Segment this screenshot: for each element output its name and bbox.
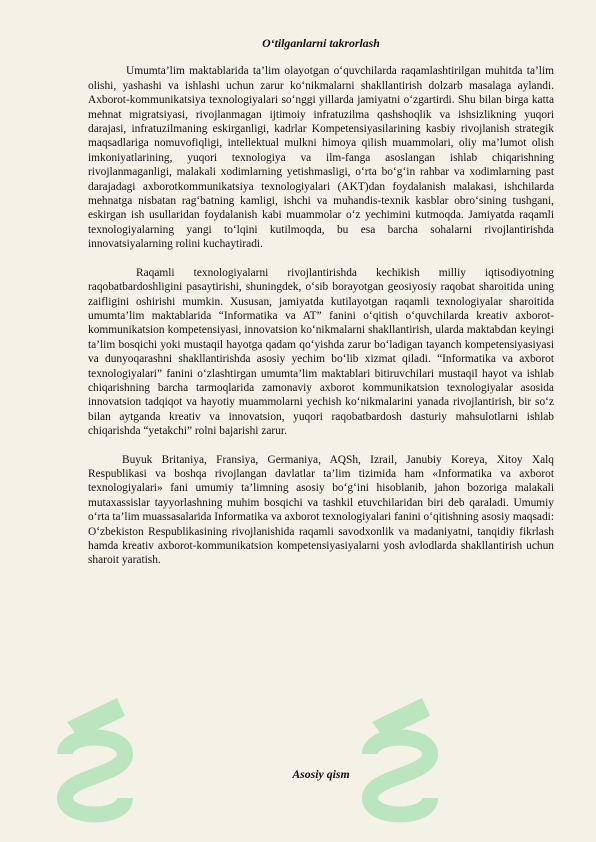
- section-heading: Asosiy qism: [292, 767, 350, 781]
- paragraph-2: Raqamli texnologiyalarni rivojlantirishda kechikish milliy iqtisodiyotning raqobatbardoshligini pasaytirishi, shuningdek, o‘sib borayotgan geosiyosiy raqobat sharoitida uning zaifligini oshirishi mumkin. Xususan, jamiyatda kutilayotgan raqamli texnologiyalar sharoitida umumta’lim maktablarida “Informatika va AT” fanini o‘qitish o‘quvchilarda kreativ axborot-kommunikatsion kompetensiyasi, innovatsion ko‘nikmalarni shakllantirish, ularda maktabdan keyingi ta’lim bosqichi yoki mustaqil hayotga qadam qo‘yishda zarur bo‘ladigan tayanch kompetensiyasiyasi va dunyoqarashni shakllantirishda asosiy yechim bo‘lib xizmat qiladi. “Informatika va axborot texnologiyalari” fanini o‘zlashtirgan umumta’lim maktablari bitiruvchilari mustaqil hayot va ishlab chiqarishning barcha tarmoqlarida zamonaviy axborot kommunikatsion texnologiyalar asosida innovatsion tadqiqot va hayotiy muammolarni yechish ko‘nikmalarini yanada rivojlantirish, bir so‘z bilan aytganda kreativ va innovatsion, yuqori raqobatbardosh dasturiy mahsulotlarni ishlab chiqarishda “yetakchi” rolni bajarishi zarur.: [88, 266, 554, 438]
- paragraph-3: Buyuk Britaniya, Fransiya, Germaniya, AQSh, Izrail, Janubiy Koreya, Xitoy Xalq Respublikasi va boshqa rivojlangan davlatlar ta’lim tizimida ham «Informatika va axborot texnologiyalari» fani umumiy ta’limning asosiy bo‘g‘ini hisoblanib, jahon bozoriga malakali mutaxassislar tayyorlashning muhim bosqichi va tashkil etuvchilaridan biri deb qaraladi. Umumiy o‘rta ta’lim muassasalarida Informatika va axborot texnologiyalari fanini o‘qitishning asosiy maqsadi: O‘zbekiston Respublikasining rivojlanishida raqamli savodxonlik va madaniyatni, tanqidiy fikrlash hamda kreativ axborot-kommunikatsion kompetensiyasiyalarni yosh avlodlarda shakllantirish uchun sharoit yaratish.: [88, 453, 554, 567]
- page-title: O‘tilganlarni takrorlash: [262, 36, 380, 50]
- document-body: [88, 36, 554, 568]
- paragraph-1: Umumta’lim maktablarida ta’lim olayotgan o‘quvchilarda raqamlashtirilgan muhitda ta’lim olishi, yashashi va ishlashi uchun zarur ko‘nikmalarni shakllantirish dolzarb masalaga aylandi. Axborot-kommunikatsiya texnologiyalari so‘nggi yillarda jamiyatni o‘zgartirdi. Shu bilan birga katta mehnat migratsiyasi, rivojlanmagan ijtimoiy infratuzilma qashshoqlik va ishsizlikning yuqori darajasi, infratuzilmaning eskirganligi, kadrlar Kompetensiyasilarining kasbiy rivojlanish strategik maqsadlariga nomuvofiqligi, intellektual mulkni himoya qilish muammolari, oliy ma’lumot olish imkoniyatlarining, yuqori texnologiya va ilm-fanga asoslangan ishlab chiqarishning rivojlanmaganligi, malakali xodimlarning yetishmasligi, o‘rta bo‘g‘in rahbar va xodimlarning past darajadagi axborotkommunikatsiya texnologiyalari (AKT)dan foydalanish malakasi, ishchilarda mehnatga nisbatan rag‘batning kamligi, ishchi va muhandis-texnik kasblar obro‘sining tushgani, eskirgan ish usullaridan foydalanish kabi muammolar o‘z yechimini kutmoqda. Jamiyatda raqamli texnologiyalarning yangi to‘lqini kutilmoqda, bu esa barcha sohalarni rivojlantirishda innovatsiyalarning rolini kuchaytiradi.: [88, 65, 554, 251]
